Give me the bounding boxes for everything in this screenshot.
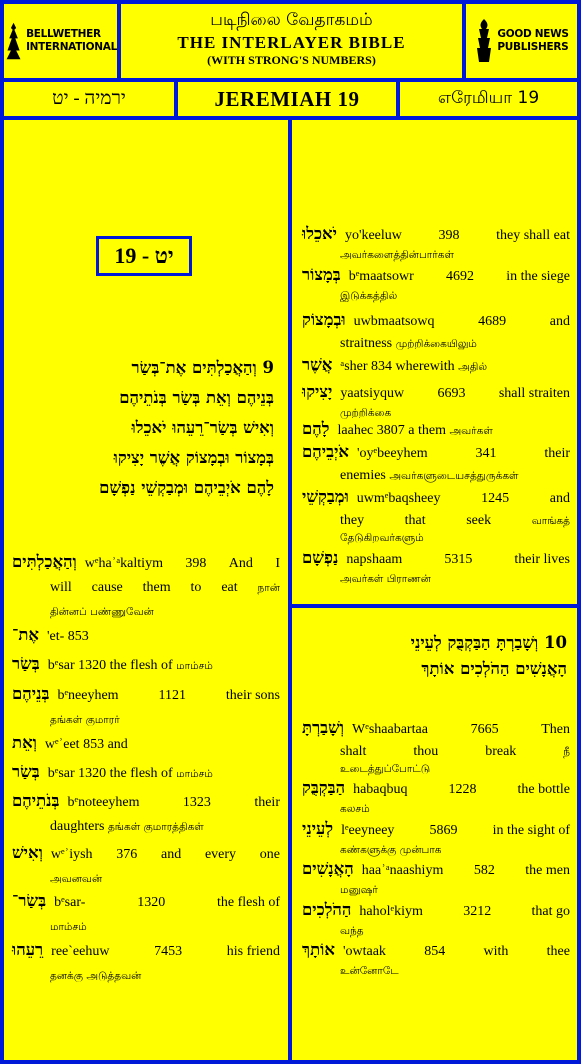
word-entry xyxy=(302,716,570,776)
left-column xyxy=(4,120,288,1060)
torch-icon xyxy=(474,18,494,64)
word-entry xyxy=(12,889,280,939)
gloss-word: that xyxy=(404,513,426,528)
word-entry xyxy=(302,546,570,586)
word-entry xyxy=(12,841,280,891)
hebrew-word: אֶת־ xyxy=(12,625,39,644)
hebrew-word: לְעֵינֵי xyxy=(302,819,334,838)
word-entry xyxy=(12,789,280,839)
gloss-word: and xyxy=(161,847,182,862)
hebrew-word: וְאֵת xyxy=(12,733,37,752)
hebrew-word: וּמְבַקְשֵׁי xyxy=(302,487,349,506)
gloss-word: they shall eat xyxy=(496,228,570,243)
strongs-number: 5315 xyxy=(444,552,473,567)
gloss-word: eat xyxy=(221,580,238,595)
word-entry xyxy=(302,263,570,303)
strongs-number: 3212 xyxy=(463,904,492,919)
gloss-word: I xyxy=(275,556,280,571)
gloss-line: laahec 3807 a them xyxy=(337,423,446,438)
word-entry xyxy=(302,938,570,978)
tamil-gloss: தின்னப் பண்ணுவேன் xyxy=(50,606,154,618)
tamil-gloss: கலசம் xyxy=(340,803,370,815)
lamb-icon xyxy=(4,18,23,64)
right-bottom-column xyxy=(292,608,577,1060)
gloss-word: every xyxy=(204,847,237,862)
gloss-word: seek xyxy=(466,513,492,528)
tamil-gloss: தங்கள் குமாரத்திகள் xyxy=(107,821,204,833)
translit: bᵉmaatsowr xyxy=(348,269,414,284)
translit: bᵉsar- xyxy=(54,895,86,910)
strongs-number: 1228 xyxy=(448,782,477,797)
word-entry xyxy=(302,308,570,354)
translit: napshaam xyxy=(346,552,403,567)
gloss-word: and xyxy=(549,491,570,506)
translit: bᵉneeyhem xyxy=(57,688,119,703)
gloss-word: And xyxy=(228,556,253,571)
verse-9-line: בְּמָצוֹר וּבְמָצוֹק אֲשֶׁר יָצִיקוּ xyxy=(113,448,274,467)
hebrew-word: וְאִישׁ xyxy=(12,843,43,862)
right-logo-line1: GOOD NEWS xyxy=(497,28,569,40)
hebrew-word: אוֹתָךְ xyxy=(302,940,335,959)
tamil-gloss: மனுஷர் xyxy=(340,884,378,896)
english-book-label: JEREMIAH 19 xyxy=(214,86,360,111)
word-entry xyxy=(302,817,570,857)
translit: bᵉnoteeyhem xyxy=(67,795,140,810)
gloss-line: 'et- 853 xyxy=(46,629,89,644)
word-entry xyxy=(302,380,570,420)
left-logo-line1: BELLWETHER xyxy=(26,28,101,40)
hebrew-word: יֹאכֵלוּ xyxy=(302,224,337,243)
verse-9-line: לָהֶם אֹיְבֵיהֶם וּמְבַקְשֵׁי נַפְשָׁם xyxy=(99,478,274,497)
verse-10-line: 10 וְשָׁבַרְתָּ הַבַּקְבֻּק לְעֵינֵי xyxy=(410,633,567,652)
translit: wᵉhaʾᵃkaltiym xyxy=(84,556,163,571)
hebrew-word: בְּשַׂר xyxy=(12,654,40,673)
verse-10-line: הָאֲנָשִׁים הַהֹלְכִים אוֹתָךְ xyxy=(421,659,567,678)
word-entry xyxy=(302,440,570,486)
gloss-word: the flesh of xyxy=(217,895,280,910)
strongs-number: 398 xyxy=(438,228,460,243)
gloss-word: one xyxy=(259,847,280,862)
gloss-word: straitness xyxy=(340,336,393,351)
tamil-gloss: மாம்சம் xyxy=(176,768,213,780)
gloss-line: wᵉʾeet 853 and xyxy=(44,737,128,752)
strongs-number: 1320 xyxy=(137,895,166,910)
word-entry xyxy=(12,623,280,649)
hebrew-word: הַהֹלְכִים xyxy=(302,900,352,919)
tamil-gloss: தனக்கு அடுத்தவன் xyxy=(50,970,142,982)
tamil-gloss: அவர்களைத்தின்பார்கள் xyxy=(340,249,454,261)
hebrew-word: בְּשַׂר־ xyxy=(12,891,47,910)
word-entry xyxy=(302,222,570,262)
hebrew-word: בְּשַׂר xyxy=(12,762,40,781)
tamil-gloss: தேடுகிறவர்களும் xyxy=(340,532,424,544)
tamil-gloss: தங்கள் குமாரர் xyxy=(50,714,120,726)
gloss-word: thee xyxy=(546,944,570,959)
hebrew-word: וּבְמָצוֹק xyxy=(302,310,346,329)
gloss-line: bᵉsar 1320 the flesh of xyxy=(47,766,173,781)
word-entry xyxy=(12,652,280,678)
tamil-gloss: அவர்கள் பிராணன் xyxy=(340,573,431,585)
left-logo-line2: INTERNATIONAL xyxy=(26,41,117,53)
hebrew-book-label: ירמיה - יט xyxy=(52,88,126,109)
word-entry xyxy=(302,776,570,816)
gloss-word: the bottle xyxy=(517,782,570,797)
gloss-word: the men xyxy=(525,863,570,878)
right-logo-line2: PUBLISHERS xyxy=(497,41,569,53)
strongs-number: 582 xyxy=(473,863,495,878)
strongs-number: 341 xyxy=(475,446,497,461)
tamil-gloss: நான் xyxy=(257,582,280,594)
gloss-word: them xyxy=(142,580,171,595)
good-news-logo xyxy=(466,4,577,78)
gloss-word: Then xyxy=(541,722,570,737)
tamil-gloss: அவர்களுடையசத்துருக்கள் xyxy=(389,470,519,482)
strongs-number: 1245 xyxy=(481,491,510,506)
hebrew-word: וְהַאֲכַלְתִּים xyxy=(12,552,77,571)
gloss-word: cause xyxy=(91,580,123,595)
tamil-gloss: அவர்கள் xyxy=(449,425,493,437)
hebrew-word: לָהֶם xyxy=(302,419,330,438)
gloss-word: they xyxy=(340,513,365,528)
gloss-word: their xyxy=(544,446,570,461)
gloss-word: with xyxy=(483,944,509,959)
gloss-word: that go xyxy=(531,904,570,919)
word-entry xyxy=(12,731,280,757)
gloss-word: in the siege xyxy=(506,269,570,284)
word-entry xyxy=(12,550,280,624)
gloss-word: to xyxy=(190,580,202,595)
strongs-number: 4692 xyxy=(445,269,474,284)
hebrew-word: רֵעֵהוּ xyxy=(12,940,44,959)
strongs-number: 1323 xyxy=(182,795,211,810)
book-header-hebrew xyxy=(4,82,174,116)
gloss-word: shall straiten xyxy=(498,386,570,401)
translit: uwmᵉbaqsheey xyxy=(356,491,441,506)
tamil-gloss: மாம்சம் xyxy=(176,660,213,672)
strongs-number: 854 xyxy=(424,944,446,959)
hebrew-word: בְּנֵיהֶם xyxy=(12,684,50,703)
hebrew-word: הַבַּקְבֻּק xyxy=(302,778,346,797)
word-entry xyxy=(12,682,280,732)
hebrew-word: וְשָׁבַרְתָּ xyxy=(302,718,345,737)
gloss-word: in the sight of xyxy=(492,823,570,838)
title-english: THE INTERLAYER BIBLE xyxy=(177,33,406,52)
tamil-gloss: அதில் xyxy=(458,361,488,373)
gloss-line: ᵃsher 834 wherewith xyxy=(340,359,455,374)
word-entry xyxy=(302,353,570,379)
translit: habaqbuq xyxy=(353,782,408,797)
translit: wᵉʾiysh xyxy=(50,847,93,862)
tamil-gloss: மாம்சம் xyxy=(50,921,87,933)
word-entry xyxy=(302,485,570,545)
book-header-tamil xyxy=(400,82,577,116)
strongs-number: 7665 xyxy=(470,722,499,737)
verse-9-line: בְּנֵיהֶם וְאֵת בְּשַׂר בְּנֹתֵיהֶם xyxy=(119,388,274,407)
title-tamil: படிநிலை வேதாகமம் xyxy=(210,10,373,30)
strongs-number: 1121 xyxy=(158,688,186,703)
tamil-gloss: கண்களுக்கு முன்பாக xyxy=(340,844,442,856)
translit: haaʾᵃnaashiym xyxy=(361,863,444,878)
tamil-gloss: வாங்கத் xyxy=(531,515,570,527)
gloss-word: will xyxy=(50,580,72,595)
word-entry xyxy=(12,760,280,786)
verse-9-line: 9 וְהַאֲכַלְתִּים אֶת־בְּשַׂר xyxy=(131,358,274,377)
translit: Wᵉshaabartaa xyxy=(352,722,428,737)
hebrew-word: אֲשֶׁר xyxy=(302,355,333,374)
chapter-badge: יט - 19 xyxy=(96,236,192,276)
gloss-word: enemies xyxy=(340,468,386,483)
verse-9-line: וְאִישׁ בְּשַׂר־רֵעֵהוּ יֹאכֵלוּ xyxy=(131,418,274,437)
hebrew-word: אֹיְבֵיהֶם xyxy=(302,442,349,461)
hebrew-word: נַפְשָׁם xyxy=(302,548,339,567)
tamil-gloss: முற்றிக்கையிலும் xyxy=(395,338,477,350)
word-entry xyxy=(302,857,570,897)
gloss-word: their sons xyxy=(225,688,280,703)
gloss-word: break xyxy=(485,744,517,759)
translit: lᵉeeyneey xyxy=(341,823,395,838)
gloss-word: daughters xyxy=(50,819,105,834)
hebrew-word: בְּנֹתֵיהֶם xyxy=(12,791,60,810)
strongs-number: 4689 xyxy=(478,314,507,329)
verse-10-hebrew xyxy=(411,630,567,682)
strongs-number: 6693 xyxy=(437,386,466,401)
book-header-english xyxy=(178,82,396,116)
gloss-word: thou xyxy=(413,744,439,759)
translit: 'owtaak xyxy=(342,944,386,959)
bellwether-logo xyxy=(4,4,117,78)
gloss-word: their lives xyxy=(514,552,570,567)
strongs-number: 398 xyxy=(185,556,207,571)
translit: uwbmaatsowq xyxy=(353,314,435,329)
gloss-word: their xyxy=(254,795,280,810)
tamil-book-label: எரேமியா 19 xyxy=(437,88,540,108)
tamil-gloss: அவனவன் xyxy=(50,873,103,885)
gloss-word: his friend xyxy=(226,944,280,959)
tamil-gloss: வந்த xyxy=(340,925,364,937)
word-entry xyxy=(12,938,280,988)
tamil-gloss: இடுக்கத்தில் xyxy=(340,290,398,302)
strongs-number: 376 xyxy=(116,847,138,862)
tamil-gloss: முற்றிக்கை xyxy=(340,407,392,419)
gloss-word: and xyxy=(549,314,570,329)
title-subtitle: (WITH STRONG'S NUMBERS) xyxy=(207,53,376,67)
hebrew-word: יָצִיקוּ xyxy=(302,382,333,401)
tamil-gloss: நீ xyxy=(563,746,570,758)
hebrew-word: בְּמָצוֹר xyxy=(302,265,341,284)
right-top-column xyxy=(292,120,577,604)
hebrew-word: הָאֲנָשִׁים xyxy=(302,859,354,878)
verse-9-hebrew xyxy=(99,353,274,503)
translit: ree`eehuw xyxy=(51,944,110,959)
tamil-gloss: உடைத்துப்போட்டு xyxy=(340,763,431,775)
word-entry xyxy=(302,898,570,938)
strongs-number: 5869 xyxy=(429,823,458,838)
title-block xyxy=(121,4,462,78)
strongs-number: 7453 xyxy=(154,944,183,959)
gloss-line: bᵉsar 1320 the flesh of xyxy=(47,658,173,673)
tamil-gloss: உன்னோடே xyxy=(340,965,399,977)
translit: 'oyᵉbeeyhem xyxy=(357,446,428,461)
translit: haholᵉkiym xyxy=(359,904,423,919)
translit: yo'keeluw xyxy=(344,228,402,243)
gloss-word: shalt xyxy=(340,744,367,759)
translit: yaatsiyquw xyxy=(340,386,405,401)
